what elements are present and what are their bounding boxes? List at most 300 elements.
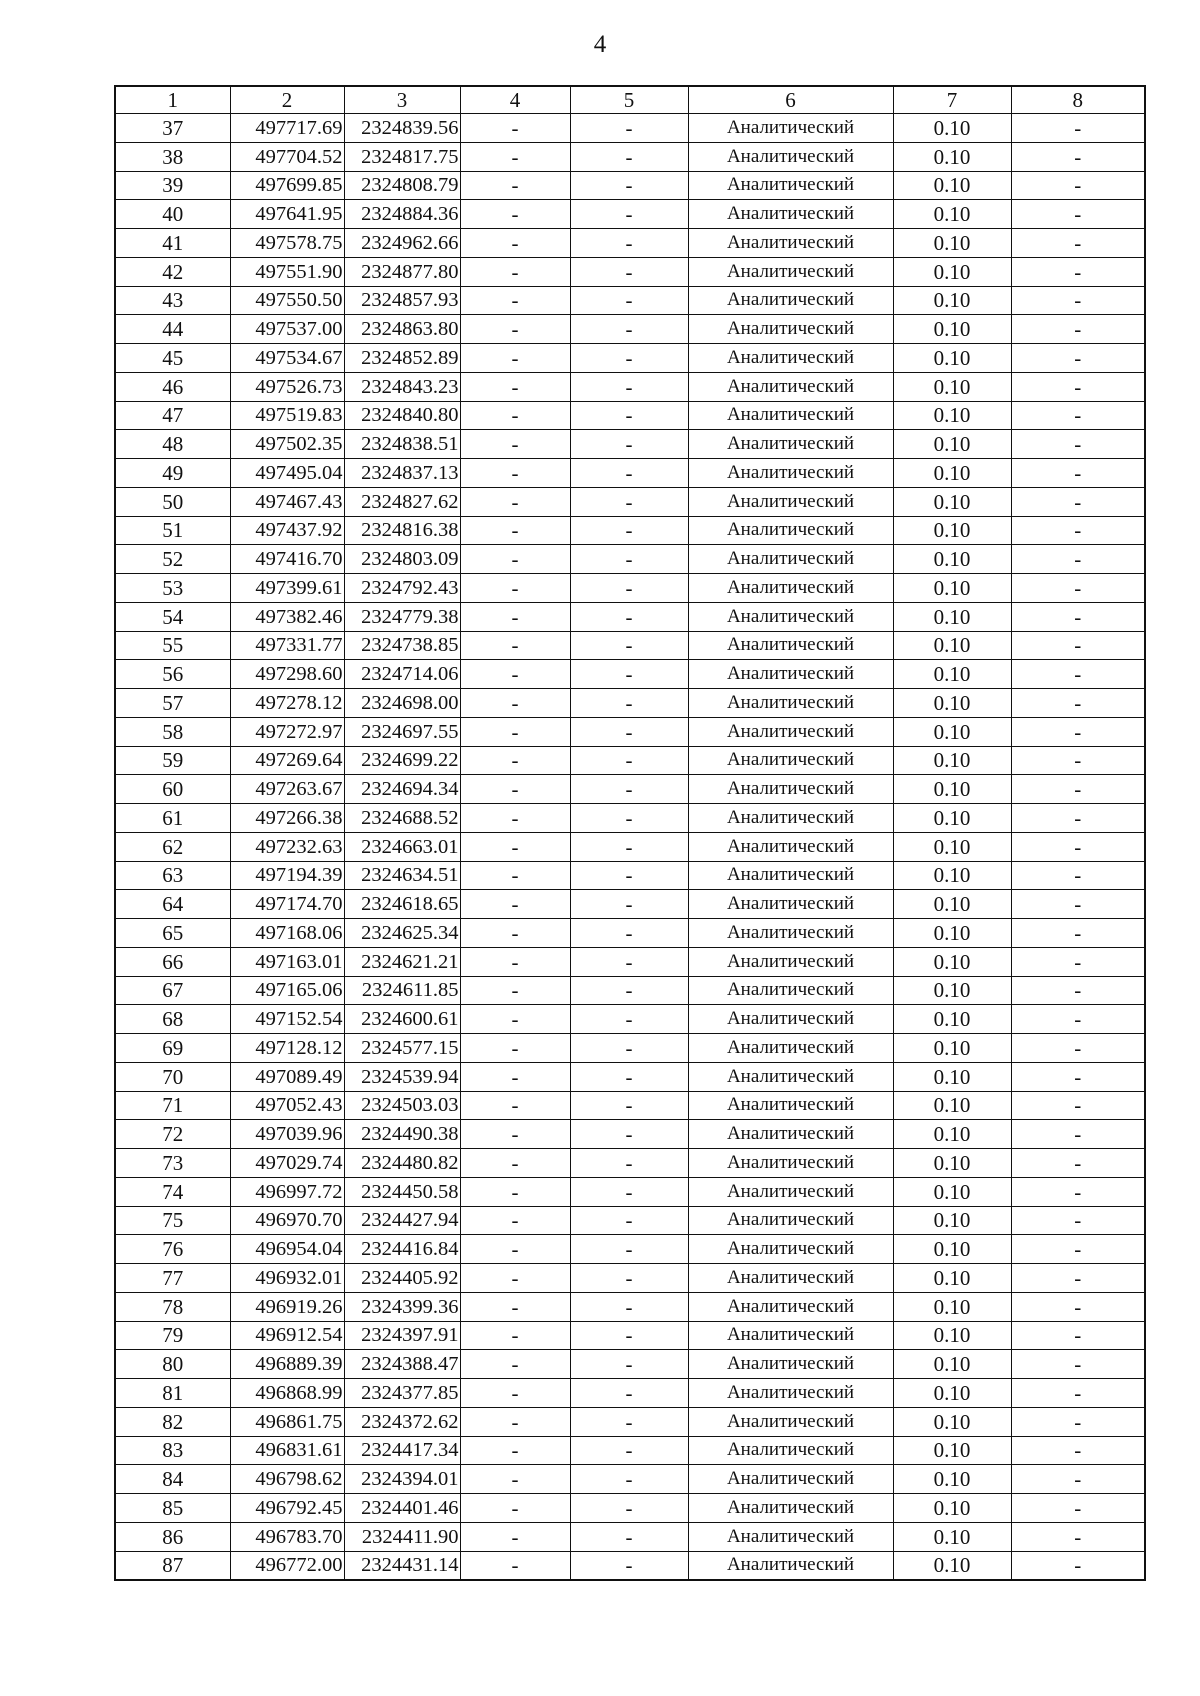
cell-coord-x: 496970.70	[230, 1206, 344, 1235]
coordinates-table	[114, 85, 1146, 1581]
table-row	[115, 1091, 1145, 1120]
cell-coord-x: 497128.12	[230, 1034, 344, 1063]
cell-col-8: -	[1011, 1149, 1145, 1178]
cell-point-number: 45	[115, 344, 230, 373]
cell-col-5: -	[570, 574, 688, 603]
cell-accuracy: 0.10	[893, 804, 1011, 833]
table-row	[115, 976, 1145, 1005]
cell-col-4: -	[460, 257, 570, 286]
cell-col-8: -	[1011, 574, 1145, 603]
cell-point-number: 44	[115, 315, 230, 344]
cell-accuracy: 0.10	[893, 1091, 1011, 1120]
cell-col-5: -	[570, 1321, 688, 1350]
cell-method: Аналитический	[688, 746, 893, 775]
cell-point-number: 52	[115, 545, 230, 574]
cell-col-4: -	[460, 545, 570, 574]
cell-coord-y: 2324577.15	[344, 1034, 460, 1063]
cell-method: Аналитический	[688, 1034, 893, 1063]
cell-coord-x: 497416.70	[230, 545, 344, 574]
cell-accuracy: 0.10	[893, 1264, 1011, 1293]
cell-col-4: -	[460, 746, 570, 775]
cell-col-5: -	[570, 171, 688, 200]
cell-accuracy: 0.10	[893, 344, 1011, 373]
cell-col-4: -	[460, 1264, 570, 1293]
cell-method: Аналитический	[688, 947, 893, 976]
cell-accuracy: 0.10	[893, 1206, 1011, 1235]
cell-point-number: 65	[115, 919, 230, 948]
cell-coord-y: 2324884.36	[344, 200, 460, 229]
table-row	[115, 775, 1145, 804]
cell-coord-y: 2324962.66	[344, 229, 460, 258]
cell-col-8: -	[1011, 1321, 1145, 1350]
table-row	[115, 1149, 1145, 1178]
cell-method: Аналитический	[688, 1149, 893, 1178]
cell-col-4: -	[460, 142, 570, 171]
table-row	[115, 574, 1145, 603]
cell-col-8: -	[1011, 602, 1145, 631]
cell-accuracy: 0.10	[893, 459, 1011, 488]
cell-accuracy: 0.10	[893, 545, 1011, 574]
cell-coord-x: 497272.97	[230, 717, 344, 746]
header-row	[115, 86, 1145, 114]
cell-point-number: 58	[115, 717, 230, 746]
table-row	[115, 1034, 1145, 1063]
cell-col-5: -	[570, 1407, 688, 1436]
table-row	[115, 114, 1145, 143]
cell-col-8: -	[1011, 976, 1145, 1005]
cell-method: Аналитический	[688, 890, 893, 919]
cell-accuracy: 0.10	[893, 229, 1011, 258]
cell-method: Аналитический	[688, 1235, 893, 1264]
cell-col-5: -	[570, 1120, 688, 1149]
table-row	[115, 315, 1145, 344]
table-row	[115, 516, 1145, 545]
cell-coord-y: 2324431.14	[344, 1551, 460, 1580]
cell-col-5: -	[570, 200, 688, 229]
cell-col-8: -	[1011, 1005, 1145, 1034]
cell-col-5: -	[570, 775, 688, 804]
cell-col-5: -	[570, 746, 688, 775]
cell-accuracy: 0.10	[893, 660, 1011, 689]
cell-col-5: -	[570, 1494, 688, 1523]
cell-accuracy: 0.10	[893, 717, 1011, 746]
cell-point-number: 76	[115, 1235, 230, 1264]
cell-col-4: -	[460, 1091, 570, 1120]
cell-accuracy: 0.10	[893, 689, 1011, 718]
cell-point-number: 56	[115, 660, 230, 689]
cell-col-4: -	[460, 1177, 570, 1206]
cell-accuracy: 0.10	[893, 1177, 1011, 1206]
cell-col-8: -	[1011, 315, 1145, 344]
cell-method: Аналитический	[688, 142, 893, 171]
cell-accuracy: 0.10	[893, 286, 1011, 315]
cell-point-number: 55	[115, 631, 230, 660]
cell-col-8: -	[1011, 200, 1145, 229]
table-row	[115, 746, 1145, 775]
cell-col-4: -	[460, 919, 570, 948]
cell-col-5: -	[570, 1091, 688, 1120]
cell-point-number: 83	[115, 1436, 230, 1465]
cell-col-4: -	[460, 775, 570, 804]
cell-point-number: 84	[115, 1465, 230, 1494]
cell-col-8: -	[1011, 1177, 1145, 1206]
cell-col-5: -	[570, 861, 688, 890]
table-row	[115, 372, 1145, 401]
cell-col-4: -	[460, 890, 570, 919]
cell-coord-x: 496798.62	[230, 1465, 344, 1494]
cell-coord-x: 497163.01	[230, 947, 344, 976]
cell-col-8: -	[1011, 430, 1145, 459]
cell-method: Аналитический	[688, 1350, 893, 1379]
table-row	[115, 919, 1145, 948]
cell-point-number: 60	[115, 775, 230, 804]
cell-coord-y: 2324480.82	[344, 1149, 460, 1178]
cell-col-5: -	[570, 1062, 688, 1091]
table-row	[115, 1321, 1145, 1350]
cell-accuracy: 0.10	[893, 1350, 1011, 1379]
cell-accuracy: 0.10	[893, 1522, 1011, 1551]
cell-accuracy: 0.10	[893, 1494, 1011, 1523]
cell-point-number: 67	[115, 976, 230, 1005]
cell-method: Аналитический	[688, 401, 893, 430]
cell-coord-y: 2324405.92	[344, 1264, 460, 1293]
cell-accuracy: 0.10	[893, 487, 1011, 516]
cell-accuracy: 0.10	[893, 1034, 1011, 1063]
cell-method: Аналитический	[688, 1005, 893, 1034]
cell-coord-y: 2324611.85	[344, 976, 460, 1005]
cell-method: Аналитический	[688, 1206, 893, 1235]
cell-accuracy: 0.10	[893, 1292, 1011, 1321]
cell-coord-x: 496861.75	[230, 1407, 344, 1436]
table-row	[115, 689, 1145, 718]
cell-col-5: -	[570, 459, 688, 488]
cell-col-5: -	[570, 372, 688, 401]
cell-coord-y: 2324427.94	[344, 1206, 460, 1235]
cell-col-8: -	[1011, 372, 1145, 401]
cell-point-number: 48	[115, 430, 230, 459]
cell-col-8: -	[1011, 142, 1145, 171]
cell-col-8: -	[1011, 1379, 1145, 1408]
cell-accuracy: 0.10	[893, 1149, 1011, 1178]
cell-coord-y: 2324808.79	[344, 171, 460, 200]
table-row	[115, 286, 1145, 315]
cell-coord-y: 2324539.94	[344, 1062, 460, 1091]
cell-col-5: -	[570, 602, 688, 631]
cell-coord-x: 497298.60	[230, 660, 344, 689]
cell-point-number: 41	[115, 229, 230, 258]
cell-col-8: -	[1011, 1062, 1145, 1091]
cell-point-number: 43	[115, 286, 230, 315]
cell-col-5: -	[570, 919, 688, 948]
cell-method: Аналитический	[688, 1465, 893, 1494]
cell-coord-x: 497467.43	[230, 487, 344, 516]
cell-point-number: 54	[115, 602, 230, 631]
cell-col-4: -	[460, 114, 570, 143]
cell-coord-y: 2324863.80	[344, 315, 460, 344]
cell-coord-y: 2324417.34	[344, 1436, 460, 1465]
cell-col-8: -	[1011, 545, 1145, 574]
table-row	[115, 171, 1145, 200]
cell-method: Аналитический	[688, 832, 893, 861]
cell-coord-y: 2324372.62	[344, 1407, 460, 1436]
cell-coord-x: 497502.35	[230, 430, 344, 459]
cell-coord-x: 496792.45	[230, 1494, 344, 1523]
cell-point-number: 70	[115, 1062, 230, 1091]
cell-coord-y: 2324816.38	[344, 516, 460, 545]
cell-coord-x: 497641.95	[230, 200, 344, 229]
cell-col-5: -	[570, 430, 688, 459]
cell-col-4: -	[460, 1321, 570, 1350]
table-row	[115, 861, 1145, 890]
cell-method: Аналитический	[688, 516, 893, 545]
cell-col-8: -	[1011, 229, 1145, 258]
cell-col-4: -	[460, 200, 570, 229]
cell-coord-x: 496889.39	[230, 1350, 344, 1379]
table-row	[115, 832, 1145, 861]
cell-col-8: -	[1011, 171, 1145, 200]
cell-accuracy: 0.10	[893, 1005, 1011, 1034]
cell-col-5: -	[570, 142, 688, 171]
cell-col-5: -	[570, 804, 688, 833]
cell-col-4: -	[460, 976, 570, 1005]
table-row	[115, 344, 1145, 373]
cell-point-number: 40	[115, 200, 230, 229]
cell-col-5: -	[570, 1005, 688, 1034]
cell-coord-x: 496932.01	[230, 1264, 344, 1293]
cell-coord-y: 2324401.46	[344, 1494, 460, 1523]
cell-coord-x: 497174.70	[230, 890, 344, 919]
cell-accuracy: 0.10	[893, 1379, 1011, 1408]
cell-method: Аналитический	[688, 200, 893, 229]
cell-col-5: -	[570, 1206, 688, 1235]
cell-coord-y: 2324840.80	[344, 401, 460, 430]
cell-col-8: -	[1011, 1235, 1145, 1264]
table-row	[115, 430, 1145, 459]
cell-col-8: -	[1011, 257, 1145, 286]
cell-method: Аналитический	[688, 804, 893, 833]
table-row	[115, 631, 1145, 660]
cell-coord-y: 2324416.84	[344, 1235, 460, 1264]
cell-point-number: 86	[115, 1522, 230, 1551]
cell-accuracy: 0.10	[893, 631, 1011, 660]
table-row	[115, 1379, 1145, 1408]
cell-coord-y: 2324394.01	[344, 1465, 460, 1494]
cell-col-8: -	[1011, 1436, 1145, 1465]
cell-accuracy: 0.10	[893, 516, 1011, 545]
column-header-2: 2	[230, 86, 344, 114]
cell-accuracy: 0.10	[893, 1120, 1011, 1149]
cell-col-4: -	[460, 861, 570, 890]
cell-coord-y: 2324817.75	[344, 142, 460, 171]
cell-col-5: -	[570, 1177, 688, 1206]
cell-point-number: 63	[115, 861, 230, 890]
cell-col-4: -	[460, 1465, 570, 1494]
cell-col-4: -	[460, 804, 570, 833]
cell-coord-y: 2324399.36	[344, 1292, 460, 1321]
cell-col-8: -	[1011, 775, 1145, 804]
cell-col-8: -	[1011, 861, 1145, 890]
cell-col-5: -	[570, 1149, 688, 1178]
cell-coord-x: 497526.73	[230, 372, 344, 401]
cell-col-8: -	[1011, 1091, 1145, 1120]
cell-col-8: -	[1011, 947, 1145, 976]
cell-point-number: 79	[115, 1321, 230, 1350]
table-row	[115, 660, 1145, 689]
cell-method: Аналитический	[688, 1494, 893, 1523]
cell-coord-x: 497266.38	[230, 804, 344, 833]
cell-coord-x: 497550.50	[230, 286, 344, 315]
cell-method: Аналитический	[688, 430, 893, 459]
cell-method: Аналитический	[688, 286, 893, 315]
cell-accuracy: 0.10	[893, 142, 1011, 171]
cell-coord-y: 2324600.61	[344, 1005, 460, 1034]
cell-coord-x: 497052.43	[230, 1091, 344, 1120]
cell-col-5: -	[570, 660, 688, 689]
cell-col-8: -	[1011, 1206, 1145, 1235]
cell-method: Аналитический	[688, 1379, 893, 1408]
cell-method: Аналитический	[688, 1120, 893, 1149]
cell-col-5: -	[570, 890, 688, 919]
cell-col-4: -	[460, 516, 570, 545]
cell-coord-y: 2324792.43	[344, 574, 460, 603]
cell-coord-y: 2324634.51	[344, 861, 460, 890]
cell-coord-y: 2324852.89	[344, 344, 460, 373]
cell-col-4: -	[460, 1235, 570, 1264]
cell-col-8: -	[1011, 344, 1145, 373]
table-row	[115, 1264, 1145, 1293]
cell-col-8: -	[1011, 890, 1145, 919]
cell-point-number: 37	[115, 114, 230, 143]
table-row	[115, 487, 1145, 516]
cell-coord-y: 2324837.13	[344, 459, 460, 488]
cell-col-4: -	[460, 1005, 570, 1034]
cell-coord-y: 2324450.58	[344, 1177, 460, 1206]
cell-coord-x: 497495.04	[230, 459, 344, 488]
cell-accuracy: 0.10	[893, 1407, 1011, 1436]
cell-point-number: 69	[115, 1034, 230, 1063]
cell-col-5: -	[570, 717, 688, 746]
cell-col-5: -	[570, 1551, 688, 1580]
cell-col-5: -	[570, 257, 688, 286]
cell-col-8: -	[1011, 1034, 1145, 1063]
table-row	[115, 1005, 1145, 1034]
table-row	[115, 1206, 1145, 1235]
cell-accuracy: 0.10	[893, 775, 1011, 804]
cell-col-8: -	[1011, 516, 1145, 545]
cell-coord-x: 497437.92	[230, 516, 344, 545]
cell-col-4: -	[460, 1206, 570, 1235]
cell-col-8: -	[1011, 804, 1145, 833]
table-row	[115, 1350, 1145, 1379]
cell-accuracy: 0.10	[893, 114, 1011, 143]
table-row	[115, 459, 1145, 488]
cell-coord-y: 2324694.34	[344, 775, 460, 804]
cell-coord-x: 497278.12	[230, 689, 344, 718]
table-row	[115, 200, 1145, 229]
cell-coord-y: 2324625.34	[344, 919, 460, 948]
cell-col-5: -	[570, 1436, 688, 1465]
cell-point-number: 78	[115, 1292, 230, 1321]
cell-col-4: -	[460, 1436, 570, 1465]
table-row	[115, 717, 1145, 746]
cell-accuracy: 0.10	[893, 200, 1011, 229]
column-header-6: 6	[688, 86, 893, 114]
cell-col-5: -	[570, 631, 688, 660]
cell-col-5: -	[570, 1292, 688, 1321]
cell-col-4: -	[460, 487, 570, 516]
cell-col-4: -	[460, 1551, 570, 1580]
cell-coord-x: 496772.00	[230, 1551, 344, 1580]
cell-col-5: -	[570, 1034, 688, 1063]
cell-accuracy: 0.10	[893, 1062, 1011, 1091]
cell-method: Аналитический	[688, 717, 893, 746]
cell-coord-x: 497578.75	[230, 229, 344, 258]
cell-point-number: 73	[115, 1149, 230, 1178]
cell-accuracy: 0.10	[893, 947, 1011, 976]
cell-col-4: -	[460, 401, 570, 430]
cell-point-number: 47	[115, 401, 230, 430]
cell-accuracy: 0.10	[893, 976, 1011, 1005]
cell-col-5: -	[570, 1235, 688, 1264]
column-header-5: 5	[570, 86, 688, 114]
cell-col-8: -	[1011, 114, 1145, 143]
cell-coord-y: 2324397.91	[344, 1321, 460, 1350]
cell-point-number: 51	[115, 516, 230, 545]
cell-point-number: 64	[115, 890, 230, 919]
table-row	[115, 1522, 1145, 1551]
cell-col-4: -	[460, 574, 570, 603]
cell-col-4: -	[460, 372, 570, 401]
cell-coord-x: 497168.06	[230, 919, 344, 948]
cell-col-5: -	[570, 344, 688, 373]
cell-col-5: -	[570, 1379, 688, 1408]
cell-point-number: 80	[115, 1350, 230, 1379]
cell-col-5: -	[570, 1264, 688, 1293]
cell-coord-x: 497551.90	[230, 257, 344, 286]
cell-coord-x: 497331.77	[230, 631, 344, 660]
table-row	[115, 947, 1145, 976]
cell-point-number: 81	[115, 1379, 230, 1408]
cell-accuracy: 0.10	[893, 1551, 1011, 1580]
cell-coord-x: 497519.83	[230, 401, 344, 430]
cell-col-5: -	[570, 1522, 688, 1551]
cell-method: Аналитический	[688, 1321, 893, 1350]
cell-coord-y: 2324490.38	[344, 1120, 460, 1149]
cell-method: Аналитический	[688, 315, 893, 344]
cell-col-5: -	[570, 689, 688, 718]
cell-col-4: -	[460, 1379, 570, 1408]
cell-col-4: -	[460, 660, 570, 689]
cell-col-5: -	[570, 114, 688, 143]
cell-method: Аналитический	[688, 1177, 893, 1206]
cell-point-number: 57	[115, 689, 230, 718]
cell-method: Аналитический	[688, 919, 893, 948]
table-row	[115, 1465, 1145, 1494]
cell-col-4: -	[460, 1494, 570, 1523]
cell-col-5: -	[570, 401, 688, 430]
cell-method: Аналитический	[688, 344, 893, 373]
cell-accuracy: 0.10	[893, 832, 1011, 861]
cell-point-number: 62	[115, 832, 230, 861]
cell-col-5: -	[570, 832, 688, 861]
cell-col-8: -	[1011, 832, 1145, 861]
cell-col-4: -	[460, 832, 570, 861]
column-header-8: 8	[1011, 86, 1145, 114]
cell-col-8: -	[1011, 1120, 1145, 1149]
table-row	[115, 602, 1145, 631]
cell-accuracy: 0.10	[893, 1321, 1011, 1350]
cell-coord-y: 2324697.55	[344, 717, 460, 746]
